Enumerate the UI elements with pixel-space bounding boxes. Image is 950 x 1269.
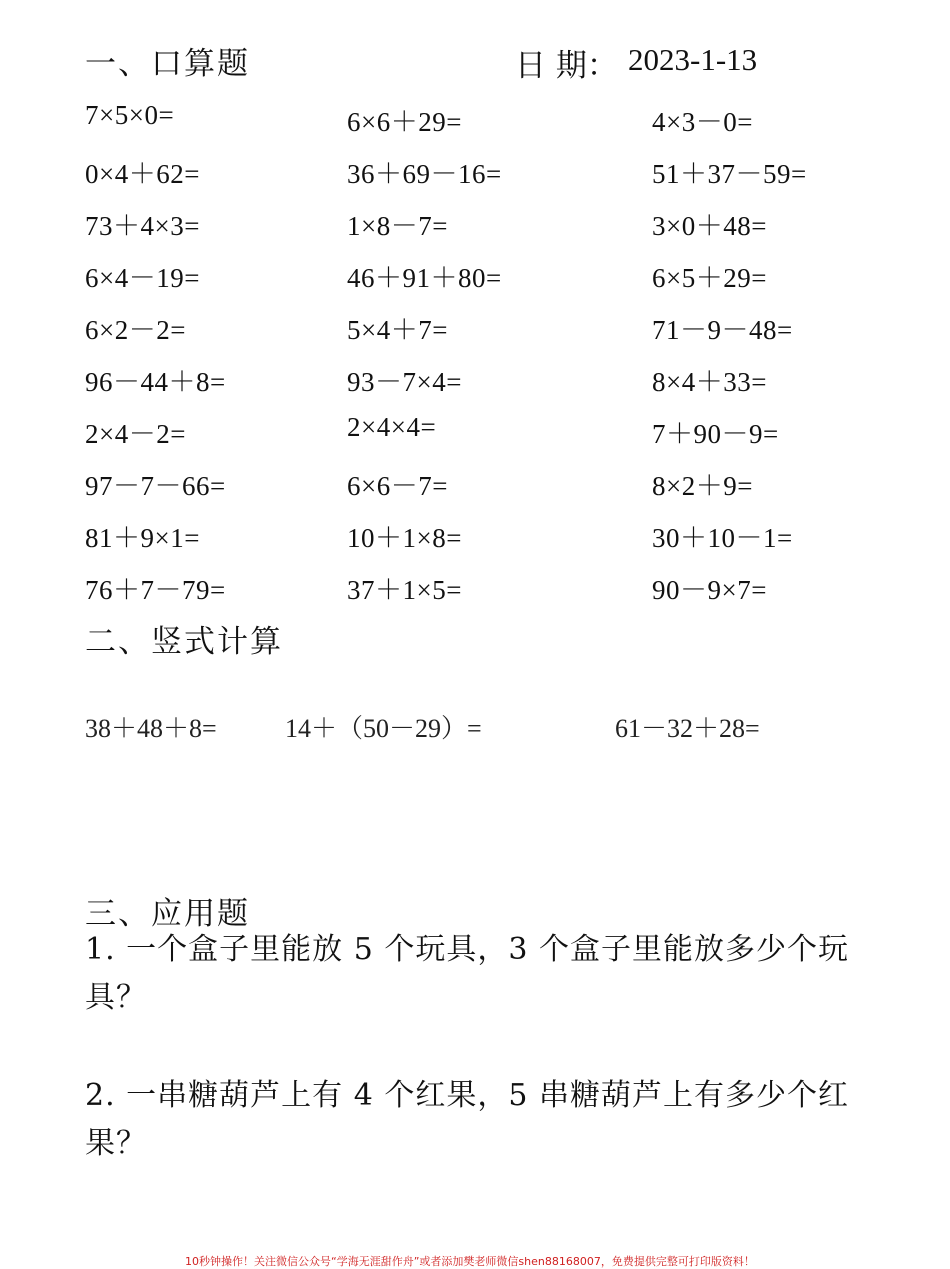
oral-problem: 30＋10－1= <box>652 523 793 553</box>
oral-problem: 90－9×7= <box>652 575 767 605</box>
oral-problem: 36＋69－16= <box>347 159 502 189</box>
oral-problem: 2×4－2= <box>85 419 186 449</box>
vertical-problem: 14＋（50－29）= <box>285 714 482 743</box>
oral-problem: 8×2＋9= <box>652 471 753 501</box>
oral-problem: 46＋91＋80= <box>347 263 502 293</box>
oral-problem: 6×2－2= <box>85 315 186 345</box>
oral-problem: 97－7－66= <box>85 471 226 501</box>
oral-problem: 5×4＋7= <box>347 315 448 345</box>
oral-problem: 2×4×4= <box>347 412 437 442</box>
word-problem: 1. 一个盒子里能放 5 个玩具，3 个盒子里能放多少个玩具？ <box>85 932 849 1015</box>
oral-problem: 73＋4×3= <box>85 211 200 241</box>
vertical-problem: 38＋48＋8= <box>85 714 217 743</box>
oral-problem: 6×4－19= <box>85 263 200 293</box>
oral-problem: 6×5＋29= <box>652 263 767 293</box>
oral-problem: 10＋1×8= <box>347 523 462 553</box>
oral-problem: 37＋1×5= <box>347 575 462 605</box>
section2-title: 二、竖式计算 <box>85 624 283 660</box>
footer-note: 10秒钟操作！关注微信公众号“学海无涯甜作舟”或者添加樊老师微信shen88168007，免费提供完整可打印版资料！ <box>185 1255 755 1268</box>
oral-problem: 6×6＋29= <box>347 107 462 137</box>
oral-problem: 76＋7－79= <box>85 575 226 605</box>
oral-problem: 0×4＋62= <box>85 159 200 189</box>
oral-problem: 71－9－48= <box>652 315 793 345</box>
vertical-problem: 61－32＋28= <box>615 714 760 743</box>
date-label: 日 期： <box>515 48 618 84</box>
oral-problem: 81＋9×1= <box>85 523 200 553</box>
oral-problem: 8×4＋33= <box>652 367 767 397</box>
oral-problem: 6×6－7= <box>347 471 448 501</box>
oral-problem: 4×3－0= <box>652 107 753 137</box>
oral-problem: 51＋37－59= <box>652 159 807 189</box>
section1-title: 一、口算题 <box>85 46 250 82</box>
oral-problem: 7×5×0= <box>85 100 175 130</box>
oral-problem: 3×0＋48= <box>652 211 767 241</box>
oral-problem: 96－44＋8= <box>85 367 226 397</box>
date-value: 2023-1-13 <box>628 42 758 77</box>
section3-title: 三、应用题 <box>85 896 250 932</box>
word-problem: 2. 一串糖葫芦上有 4 个红果，5 串糖葫芦上有多少个红果？ <box>85 1078 849 1161</box>
oral-problem: 93－7×4= <box>347 367 462 397</box>
oral-problem: 7＋90－9= <box>652 419 779 449</box>
oral-problem: 1×8－7= <box>347 211 448 241</box>
